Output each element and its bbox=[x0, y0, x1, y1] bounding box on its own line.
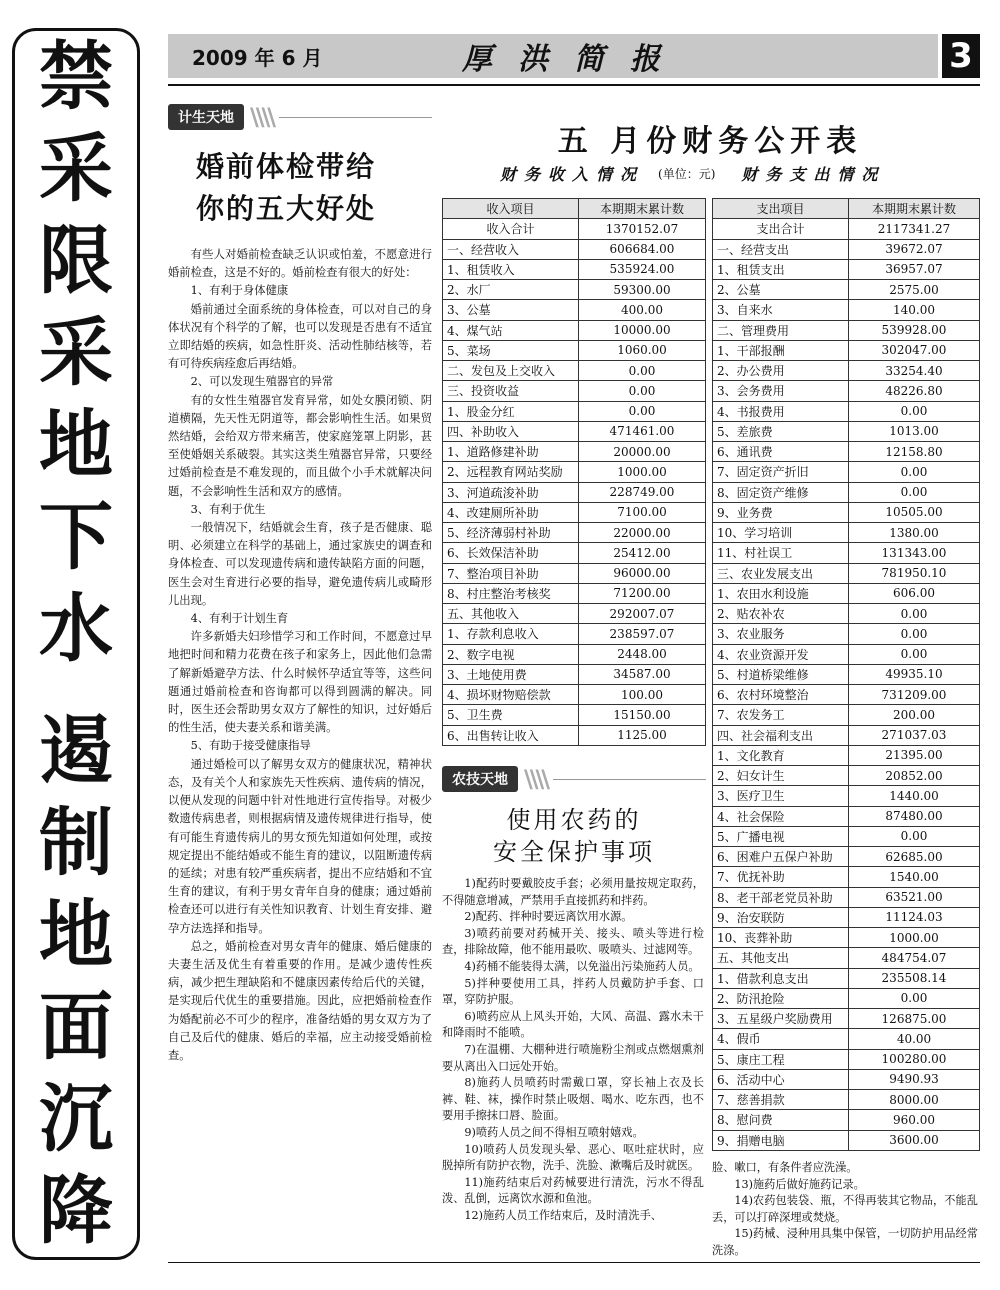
expense-item-cell: 一、经营支出 bbox=[713, 239, 849, 259]
expense-item-cell: 7、固定资产折旧 bbox=[713, 462, 849, 482]
article-paragraph: 有些人对婚前检查缺乏认识或怕羞，不愿意进行婚前检查，这是不好的。婚前检查有很大的好处： bbox=[168, 248, 432, 280]
table-row bbox=[713, 1009, 980, 1029]
income-item-cell: 7、整治项目补助 bbox=[443, 563, 579, 583]
expense-item-cell: 四、社会福利支出 bbox=[713, 725, 849, 745]
income-amount-cell: 96000.00 bbox=[579, 563, 706, 583]
income-amount-cell: 15150.00 bbox=[579, 705, 706, 725]
expense-item-cell: 6、活动中心 bbox=[713, 1069, 849, 1089]
slogan-char: 遏 bbox=[39, 708, 113, 794]
page-number: 3 bbox=[942, 34, 980, 78]
table-row bbox=[713, 401, 980, 421]
expense-amount-cell: 781950.10 bbox=[849, 563, 980, 583]
slogan-char: 地 bbox=[39, 892, 113, 978]
expense-amount-cell: 235508.14 bbox=[849, 968, 980, 988]
income-amount-cell: 471461.00 bbox=[579, 421, 706, 441]
table-row bbox=[713, 219, 980, 239]
expense-amount-cell: 63521.00 bbox=[849, 887, 980, 907]
income-item-cell: 四、补助收入 bbox=[443, 421, 579, 441]
table-row bbox=[443, 725, 706, 745]
expense-item-cell: 3、自来水 bbox=[713, 300, 849, 320]
table-row bbox=[713, 928, 980, 948]
article-paragraph: 14)农药包装袋、瓶，不得再装其它物品，不能乱丢，可以打碎深埋或焚烧。 bbox=[712, 1194, 978, 1224]
expense-amount-cell: 8000.00 bbox=[849, 1090, 980, 1110]
income-item-cell: 1、租赁收入 bbox=[443, 259, 579, 279]
income-amount-cell: 0.00 bbox=[579, 401, 706, 421]
expense-amount-cell: 20852.00 bbox=[849, 766, 980, 786]
expense-amount-cell: 39672.07 bbox=[849, 239, 980, 259]
expense-amount-cell: 0.00 bbox=[849, 988, 980, 1008]
income-amount-cell: 1125.00 bbox=[579, 725, 706, 745]
income-item-cell: 三、投资收益 bbox=[443, 381, 579, 401]
expense-header-item: 支出项目 bbox=[713, 199, 849, 219]
income-item-cell: 2、远程教育网站奖励 bbox=[443, 462, 579, 482]
expense-item-cell: 4、假币 bbox=[713, 1029, 849, 1049]
table-row bbox=[443, 482, 706, 502]
expense-item-cell: 1、文化教育 bbox=[713, 745, 849, 765]
expense-item-cell: 1、农田水利设施 bbox=[713, 583, 849, 603]
income-item-cell: 3、土地使用费 bbox=[443, 664, 579, 684]
table-row bbox=[713, 482, 980, 502]
table-row bbox=[713, 300, 980, 320]
income-item-cell: 4、损坏财物赔偿款 bbox=[443, 685, 579, 705]
expense-item-cell: 五、其他支出 bbox=[713, 948, 849, 968]
expense-item-cell: 10、学习培训 bbox=[713, 523, 849, 543]
expense-item-cell: 4、农业资源开发 bbox=[713, 644, 849, 664]
income-amount-cell: 20000.00 bbox=[579, 442, 706, 462]
expense-item-cell: 5、广播电视 bbox=[713, 826, 849, 846]
expense-amount-cell: 302047.00 bbox=[849, 340, 980, 360]
header-divider bbox=[168, 84, 980, 86]
expense-item-cell: 8、老干部老党员补助 bbox=[713, 887, 849, 907]
article-paragraph: 5、有助于接受健康指导 bbox=[190, 739, 311, 753]
expense-amount-cell: 36957.07 bbox=[849, 259, 980, 279]
expense-amount-cell: 33254.40 bbox=[849, 361, 980, 381]
expense-item-cell: 3、医疗卫生 bbox=[713, 786, 849, 806]
expense-item-cell: 5、差旅费 bbox=[713, 421, 849, 441]
income-amount-cell: 34587.00 bbox=[579, 664, 706, 684]
article-paragraph: 8)施药人员喷药时需戴口罩，穿长袖上衣及长裤、鞋、袜，操作时禁止吸烟、喝水、吃东西，也不要用手擦抹口唇、脸面。 bbox=[442, 1076, 704, 1123]
expense-item-cell: 三、农业发展支出 bbox=[713, 563, 849, 583]
expense-amount-cell: 1380.00 bbox=[849, 523, 980, 543]
expense-amount-cell: 48226.80 bbox=[849, 381, 980, 401]
expense-amount-cell: 62685.00 bbox=[849, 847, 980, 867]
table-row bbox=[443, 543, 706, 563]
slogan-char: 限 bbox=[39, 218, 113, 304]
table-row bbox=[713, 523, 980, 543]
expense-item-cell: 7、优抚补助 bbox=[713, 867, 849, 887]
table-row bbox=[713, 988, 980, 1008]
income-amount-cell: 1370152.07 bbox=[579, 219, 706, 239]
income-item-cell: 3、河道疏浚补助 bbox=[443, 482, 579, 502]
expense-item-cell: 2、妇女计生 bbox=[713, 766, 849, 786]
income-amount-cell: 400.00 bbox=[579, 300, 706, 320]
expense-amount-cell: 12158.80 bbox=[849, 442, 980, 462]
expense-amount-cell: 21395.00 bbox=[849, 745, 980, 765]
finance-subtitle-row bbox=[440, 162, 980, 185]
income-item-cell: 6、长效保洁补助 bbox=[443, 543, 579, 563]
table-row bbox=[713, 664, 980, 684]
slogan-line-1 bbox=[39, 31, 113, 675]
income-item-cell: 五、其他收入 bbox=[443, 604, 579, 624]
expense-amount-cell: 2117341.27 bbox=[849, 219, 980, 239]
expense-amount-cell: 140.00 bbox=[849, 300, 980, 320]
article-paragraph: 1、有利于身体健康 bbox=[190, 284, 289, 298]
article-left-title-line-2: 你的五大好处 bbox=[196, 192, 377, 225]
table-row bbox=[443, 320, 706, 340]
expense-amount-cell: 126875.00 bbox=[849, 1009, 980, 1029]
table-row bbox=[443, 604, 706, 624]
article-paragraph: 11)施药结束后对药械要进行清洗，污水不得乱泼、乱倒，远离饮水源和鱼池。 bbox=[442, 1175, 704, 1206]
table-row bbox=[443, 280, 706, 300]
expense-item-cell: 二、管理费用 bbox=[713, 320, 849, 340]
table-row bbox=[713, 280, 980, 300]
income-amount-cell: 1000.00 bbox=[579, 462, 706, 482]
expense-amount-cell: 960.00 bbox=[849, 1110, 980, 1130]
table-row bbox=[443, 624, 706, 644]
expense-item-cell: 9、捐赠电脑 bbox=[713, 1130, 849, 1150]
table-row bbox=[443, 644, 706, 664]
table-row bbox=[713, 1090, 980, 1110]
expense-amount-cell: 131343.00 bbox=[849, 543, 980, 563]
expense-amount-cell: 0.00 bbox=[849, 462, 980, 482]
section-tag-family-planning bbox=[168, 104, 432, 130]
income-amount-cell: 22000.00 bbox=[579, 523, 706, 543]
income-header-amount: 本期期末累计数 bbox=[579, 199, 706, 219]
expense-item-cell: 9、治安联防 bbox=[713, 907, 849, 927]
article-paragraph: 7)在温棚、大棚种进行喷施粉尘剂或点燃烟熏剂要从离出入口远处开始。 bbox=[442, 1042, 704, 1073]
section-tag-label: 计生天地 bbox=[168, 104, 244, 130]
income-amount-cell: 535924.00 bbox=[579, 259, 706, 279]
expense-amount-cell: 0.00 bbox=[849, 624, 980, 644]
table-row bbox=[713, 1049, 980, 1069]
continuation-text: 脸、嗽口，有条件者应洗澡。 bbox=[712, 1161, 858, 1174]
income-amount-cell: 228749.00 bbox=[579, 482, 706, 502]
table-row bbox=[443, 664, 706, 684]
expense-item-cell: 6、通讯费 bbox=[713, 442, 849, 462]
expense-amount-cell: 1440.00 bbox=[849, 786, 980, 806]
slogan-char: 沉 bbox=[39, 1076, 113, 1162]
expense-amount-cell: 0.00 bbox=[849, 482, 980, 502]
expense-amount-cell: 539928.00 bbox=[849, 320, 980, 340]
income-amount-cell: 1060.00 bbox=[579, 340, 706, 360]
article-left-title bbox=[196, 146, 436, 230]
slogan-char: 采 bbox=[39, 310, 113, 396]
table-row bbox=[713, 644, 980, 664]
article-paragraph: 15)药械、浸种用具集中保管，一切防护用品经常洗涤。 bbox=[712, 1227, 978, 1257]
income-item-cell: 6、出售转让收入 bbox=[443, 725, 579, 745]
income-header-item: 收入项目 bbox=[443, 199, 579, 219]
income-amount-cell: 2448.00 bbox=[579, 644, 706, 664]
article-paragraph: 3)喷药前要对药械开关、接头、喷头等进行检查，排除故障，他不能用最吹、吸喷头、过滤网等。 bbox=[442, 926, 704, 957]
income-amount-cell: 59300.00 bbox=[579, 280, 706, 300]
expense-amount-cell: 1013.00 bbox=[849, 421, 980, 441]
slogan-char: 禁 bbox=[39, 34, 113, 120]
expense-item-cell: 2、防汛抢险 bbox=[713, 988, 849, 1008]
article-paragraph: 1)配药时要戴胶皮手套；必须用量按规定取药，不得随意增减，严禁用手直接抓药和拌药。 bbox=[442, 877, 704, 907]
expense-item-cell: 2、办公费用 bbox=[713, 361, 849, 381]
table-row bbox=[443, 421, 706, 441]
table-row bbox=[713, 502, 980, 522]
article-paragraph: 10)喷药人员发现头晕、恶心、呕吐症状时，应脱掉所有防护衣物，洗手、洗脸、漱嘴后及时就医。 bbox=[442, 1142, 704, 1173]
section-tag-label: 农技天地 bbox=[442, 766, 518, 792]
finance-table-title: 五 月份财务公开表 bbox=[557, 124, 863, 159]
table-row bbox=[713, 624, 980, 644]
article-paragraph: 2、可以发现生殖器官的异常 bbox=[190, 375, 334, 389]
table-row bbox=[713, 1069, 980, 1089]
article-paragraph: 通过婚检可以了解男女双方的健康状况，精神状态，及有关个人和家族先天性疾病、遗传病的情况，以便从发现的问题中针对性地进行宣传指导。对极少数遗传病患者，则根据病情及遗传规律进行指导，使有可能生育遗传病儿的男女预先知道如何处理，或按规定提出不能结婚或不能生育的建议，以阻断遗传病的延续；对患有较严重疾病者，提出不应结婚和不宜生育的建议，有利于男女青年自身的健康；通过婚前检查还可以进行有关性知识教育、计划生育安排、避孕方法选择和指导。 bbox=[168, 757, 432, 935]
income-item-cell: 一、经营收入 bbox=[443, 239, 579, 259]
table-row bbox=[713, 442, 980, 462]
income-amount-cell: 25412.00 bbox=[579, 543, 706, 563]
table-row bbox=[443, 705, 706, 725]
table-row bbox=[713, 867, 980, 887]
expense-item-cell: 2、贴农补农 bbox=[713, 604, 849, 624]
slogan-char: 制 bbox=[39, 800, 113, 886]
table-row bbox=[443, 340, 706, 360]
table-row bbox=[713, 806, 980, 826]
income-amount-cell: 7100.00 bbox=[579, 502, 706, 522]
expense-item-cell: 1、借款利息支出 bbox=[713, 968, 849, 988]
income-table bbox=[442, 198, 706, 746]
table-row bbox=[443, 502, 706, 522]
expense-item-cell: 11、村社误工 bbox=[713, 543, 849, 563]
income-amount-cell: 10000.00 bbox=[579, 320, 706, 340]
article-right-body bbox=[442, 876, 704, 1224]
expense-amount-cell: 40.00 bbox=[849, 1029, 980, 1049]
table-row bbox=[713, 1110, 980, 1130]
table-row bbox=[713, 259, 980, 279]
slogan-char: 面 bbox=[39, 984, 113, 1070]
expense-item-cell: 4、书报费用 bbox=[713, 401, 849, 421]
table-row bbox=[443, 563, 706, 583]
tag-divider bbox=[553, 779, 706, 780]
slogan-line-2 bbox=[39, 705, 113, 1257]
table-row bbox=[713, 685, 980, 705]
table-row bbox=[713, 847, 980, 867]
expense-amount-cell: 200.00 bbox=[849, 705, 980, 725]
article-right-title bbox=[442, 804, 706, 868]
table-row bbox=[713, 826, 980, 846]
article-right-continuation bbox=[712, 1160, 978, 1260]
article-paragraph: 总之，婚前检查对男女青年的健康、婚后健康的夫妻生活及优生有着重要的作用。是减少遗传性疾病，减少把生理缺陷和不健康因素传给后代的关键，是实现后代优生的重要措施。因此，应把婚前检查作为婚配前必不可少的程序，准备结婚的男女双方为了自己及后代的健康、婚后的幸福，应主动接受婚前检查。 bbox=[168, 939, 432, 1062]
expense-item-cell: 1、干部报酬 bbox=[713, 340, 849, 360]
article-paragraph: 3、有利于优生 bbox=[190, 502, 266, 516]
income-amount-cell: 238597.07 bbox=[579, 624, 706, 644]
expense-amount-cell: 0.00 bbox=[849, 826, 980, 846]
expense-item-cell: 9、业务费 bbox=[713, 502, 849, 522]
income-item-cell: 2、数字电视 bbox=[443, 644, 579, 664]
table-row bbox=[713, 745, 980, 765]
income-amount-cell: 100.00 bbox=[579, 685, 706, 705]
expense-item-cell: 6、困难户五保户补助 bbox=[713, 847, 849, 867]
income-item-cell: 1、道路修建补助 bbox=[443, 442, 579, 462]
article-paragraph: 13)施药后做好施药记录。 bbox=[734, 1177, 865, 1191]
slogan-banner bbox=[12, 28, 140, 1260]
income-item-cell: 5、菜场 bbox=[443, 340, 579, 360]
expense-item-cell: 8、慰问费 bbox=[713, 1110, 849, 1130]
expense-label: 财务支出情况 bbox=[741, 165, 886, 184]
table-row bbox=[443, 401, 706, 421]
table-row bbox=[713, 786, 980, 806]
table-row bbox=[443, 583, 706, 603]
table-row bbox=[443, 361, 706, 381]
slogan-char: 采 bbox=[39, 126, 113, 212]
expense-item-cell: 6、农村环境整治 bbox=[713, 685, 849, 705]
expense-table bbox=[712, 198, 980, 1151]
expense-amount-cell: 87480.00 bbox=[849, 806, 980, 826]
expense-amount-cell: 3600.00 bbox=[849, 1130, 980, 1150]
slash-decoration-icon: \\\\ bbox=[524, 765, 548, 793]
expense-amount-cell: 2575.00 bbox=[849, 280, 980, 300]
section-tag-agri-tech bbox=[442, 766, 706, 792]
income-amount-cell: 71200.00 bbox=[579, 583, 706, 603]
income-item-cell: 4、改建厕所补助 bbox=[443, 502, 579, 522]
income-item-cell: 5、经济薄弱村补助 bbox=[443, 523, 579, 543]
income-item-cell: 8、村庄整治考核奖 bbox=[443, 583, 579, 603]
article-paragraph: 有的女性生殖器官发育异常，如处女膜闭锁、阴道横隔，先天性无阴道等，都会影响性生活。如果贸然结婚，会给双方带来痛苦，使家庭笼罩上阴影，甚至使婚姻关系破裂。其实这类生殖器官异常，只要经过婚前检查是不难发现的，而且做个小手术就解决问题，不会影响性生活和双方的感情。 bbox=[168, 393, 432, 498]
income-item-cell: 1、存款利息收入 bbox=[443, 624, 579, 644]
table-row bbox=[713, 421, 980, 441]
table-row bbox=[443, 462, 706, 482]
income-label: 财务收入情况 bbox=[500, 165, 645, 184]
expense-amount-cell: 484754.07 bbox=[849, 948, 980, 968]
income-item-cell: 2、水厂 bbox=[443, 280, 579, 300]
table-row bbox=[443, 300, 706, 320]
table-row bbox=[713, 907, 980, 927]
expense-item-cell: 3、五星级户奖励费用 bbox=[713, 1009, 849, 1029]
table-row bbox=[713, 583, 980, 603]
income-amount-cell: 292007.07 bbox=[579, 604, 706, 624]
table-row bbox=[443, 259, 706, 279]
expense-amount-cell: 9490.93 bbox=[849, 1069, 980, 1089]
expense-amount-cell: 49935.10 bbox=[849, 664, 980, 684]
expense-item-cell: 8、固定资产维修 bbox=[713, 482, 849, 502]
table-row bbox=[713, 766, 980, 786]
page-header bbox=[168, 34, 938, 78]
expense-amount-cell: 1540.00 bbox=[849, 867, 980, 887]
income-item-cell: 收入合计 bbox=[443, 219, 579, 239]
income-amount-cell: 0.00 bbox=[579, 381, 706, 401]
article-left-body bbox=[168, 246, 432, 1065]
table-row bbox=[443, 239, 706, 259]
table-row bbox=[713, 948, 980, 968]
article-paragraph: 4)药桶不能装得太满，以免溢出污染施药人员。 bbox=[464, 959, 700, 973]
income-item-cell: 二、发包及上交收入 bbox=[443, 361, 579, 381]
income-item-cell: 3、公墓 bbox=[443, 300, 579, 320]
income-amount-cell: 0.00 bbox=[579, 361, 706, 381]
expense-header-amount: 本期期末累计数 bbox=[849, 199, 980, 219]
article-paragraph: 2)配药、拌种时要远离饮用水源。 bbox=[464, 910, 633, 924]
table-row bbox=[443, 442, 706, 462]
expense-amount-cell: 271037.03 bbox=[849, 725, 980, 745]
expense-item-cell: 10、丧葬补助 bbox=[713, 928, 849, 948]
slogan-char: 降 bbox=[39, 1168, 113, 1254]
slash-decoration-icon: \\\\ bbox=[250, 103, 274, 131]
table-row bbox=[713, 381, 980, 401]
table-row bbox=[443, 219, 706, 239]
article-paragraph: 4、有利于计划生育 bbox=[190, 612, 289, 626]
expense-item-cell: 5、村道桥梁维修 bbox=[713, 664, 849, 684]
slogan-char: 下 bbox=[39, 494, 113, 580]
expense-amount-cell: 731209.00 bbox=[849, 685, 980, 705]
expense-item-cell: 4、社会保险 bbox=[713, 806, 849, 826]
income-item-cell: 4、煤气站 bbox=[443, 320, 579, 340]
article-right-title-line-1: 使用农药的 bbox=[506, 806, 642, 834]
income-item-cell: 5、卫生费 bbox=[443, 705, 579, 725]
slogan-char: 地 bbox=[39, 402, 113, 488]
table-row bbox=[443, 523, 706, 543]
table-row bbox=[443, 381, 706, 401]
table-row bbox=[713, 604, 980, 624]
table-row bbox=[713, 1029, 980, 1049]
table-row bbox=[713, 239, 980, 259]
expense-item-cell: 1、租赁支出 bbox=[713, 259, 849, 279]
table-row bbox=[713, 563, 980, 583]
table-row bbox=[713, 361, 980, 381]
table-row bbox=[713, 320, 980, 340]
tag-divider bbox=[279, 117, 432, 118]
article-paragraph: 12)施药人员工作结束后，及时清洗手、 bbox=[464, 1208, 662, 1222]
expense-amount-cell: 11124.03 bbox=[849, 907, 980, 927]
table-row bbox=[713, 887, 980, 907]
expense-amount-cell: 0.00 bbox=[849, 604, 980, 624]
table-row bbox=[713, 1130, 980, 1150]
table-row bbox=[713, 705, 980, 725]
income-amount-cell: 606684.00 bbox=[579, 239, 706, 259]
table-row bbox=[443, 685, 706, 705]
table-row bbox=[713, 462, 980, 482]
expense-amount-cell: 606.00 bbox=[849, 583, 980, 603]
table-row bbox=[713, 725, 980, 745]
slogan-char: 水 bbox=[39, 586, 113, 672]
table-row bbox=[713, 340, 980, 360]
footer-divider bbox=[168, 1262, 980, 1263]
article-paragraph: 婚前通过全面系统的身体检查，可以对自己的身体状况有个科学的了解，也可以发现是否患有不适宜立即结婚的疾病，如急性肝炎、活动性肺结核等，若有可待疾病痊愈后再结婚。 bbox=[168, 302, 432, 371]
expense-item-cell: 3、会务费用 bbox=[713, 381, 849, 401]
expense-amount-cell: 100280.00 bbox=[849, 1049, 980, 1069]
expense-amount-cell: 1000.00 bbox=[849, 928, 980, 948]
expense-amount-cell: 0.00 bbox=[849, 401, 980, 421]
expense-amount-cell: 0.00 bbox=[849, 644, 980, 664]
article-paragraph: 许多新婚夫妇珍惜学习和工作时间，不愿意过早地把时间和精力花费在孩子和家务上，因此他们急需了解新婚避孕方法、什么时候怀孕适宜等等，这些问题通过婚前检查和咨询都可以得到圆满的解决。同时，医生还会帮助男女双方了解性的知识，过好婚后的性生活，使夫妻关系和谐美满。 bbox=[168, 630, 432, 735]
article-right-title-line-2: 安全保护事项 bbox=[493, 838, 655, 866]
expense-item-cell: 5、康庄工程 bbox=[713, 1049, 849, 1069]
income-item-cell: 1、股金分红 bbox=[443, 401, 579, 421]
article-paragraph: 9)喷药人员之间不得相互喷射嬉戏。 bbox=[464, 1125, 644, 1139]
table-row bbox=[713, 968, 980, 988]
issue-date: 2009 年 6 月 bbox=[192, 45, 323, 70]
article-paragraph: 一般情况下，结婚就会生育，孩子是否健康、聪明、必须建立在科学的基础上，通过家族史的调查和身体检查、可以发现遗传病和遗传缺陷方面的问题，医生会对生育进行必要的指导，避免遗传病儿或畸形儿出现。 bbox=[168, 521, 432, 607]
expense-item-cell: 7、慈善捐款 bbox=[713, 1090, 849, 1110]
expense-item-cell: 3、农业服务 bbox=[713, 624, 849, 644]
article-left-title-line-1: 婚前体检带给 bbox=[196, 150, 377, 183]
expense-amount-cell: 10505.00 bbox=[849, 502, 980, 522]
newsletter-title: 厚洪简报 bbox=[462, 42, 686, 77]
expense-item-cell: 7、农发务工 bbox=[713, 705, 849, 725]
expense-item-cell: 2、公墓 bbox=[713, 280, 849, 300]
unit-label: (单位：元) bbox=[658, 167, 716, 181]
table-row bbox=[713, 543, 980, 563]
expense-item-cell: 支出合计 bbox=[713, 219, 849, 239]
article-paragraph: 5)拌种要使用工具，拌药人员戴防护手套、口罩，穿防护服。 bbox=[442, 976, 704, 1007]
article-paragraph: 6)喷药应从上风头开始，大风、高温、露水未干和降雨时不能喷。 bbox=[442, 1009, 704, 1040]
